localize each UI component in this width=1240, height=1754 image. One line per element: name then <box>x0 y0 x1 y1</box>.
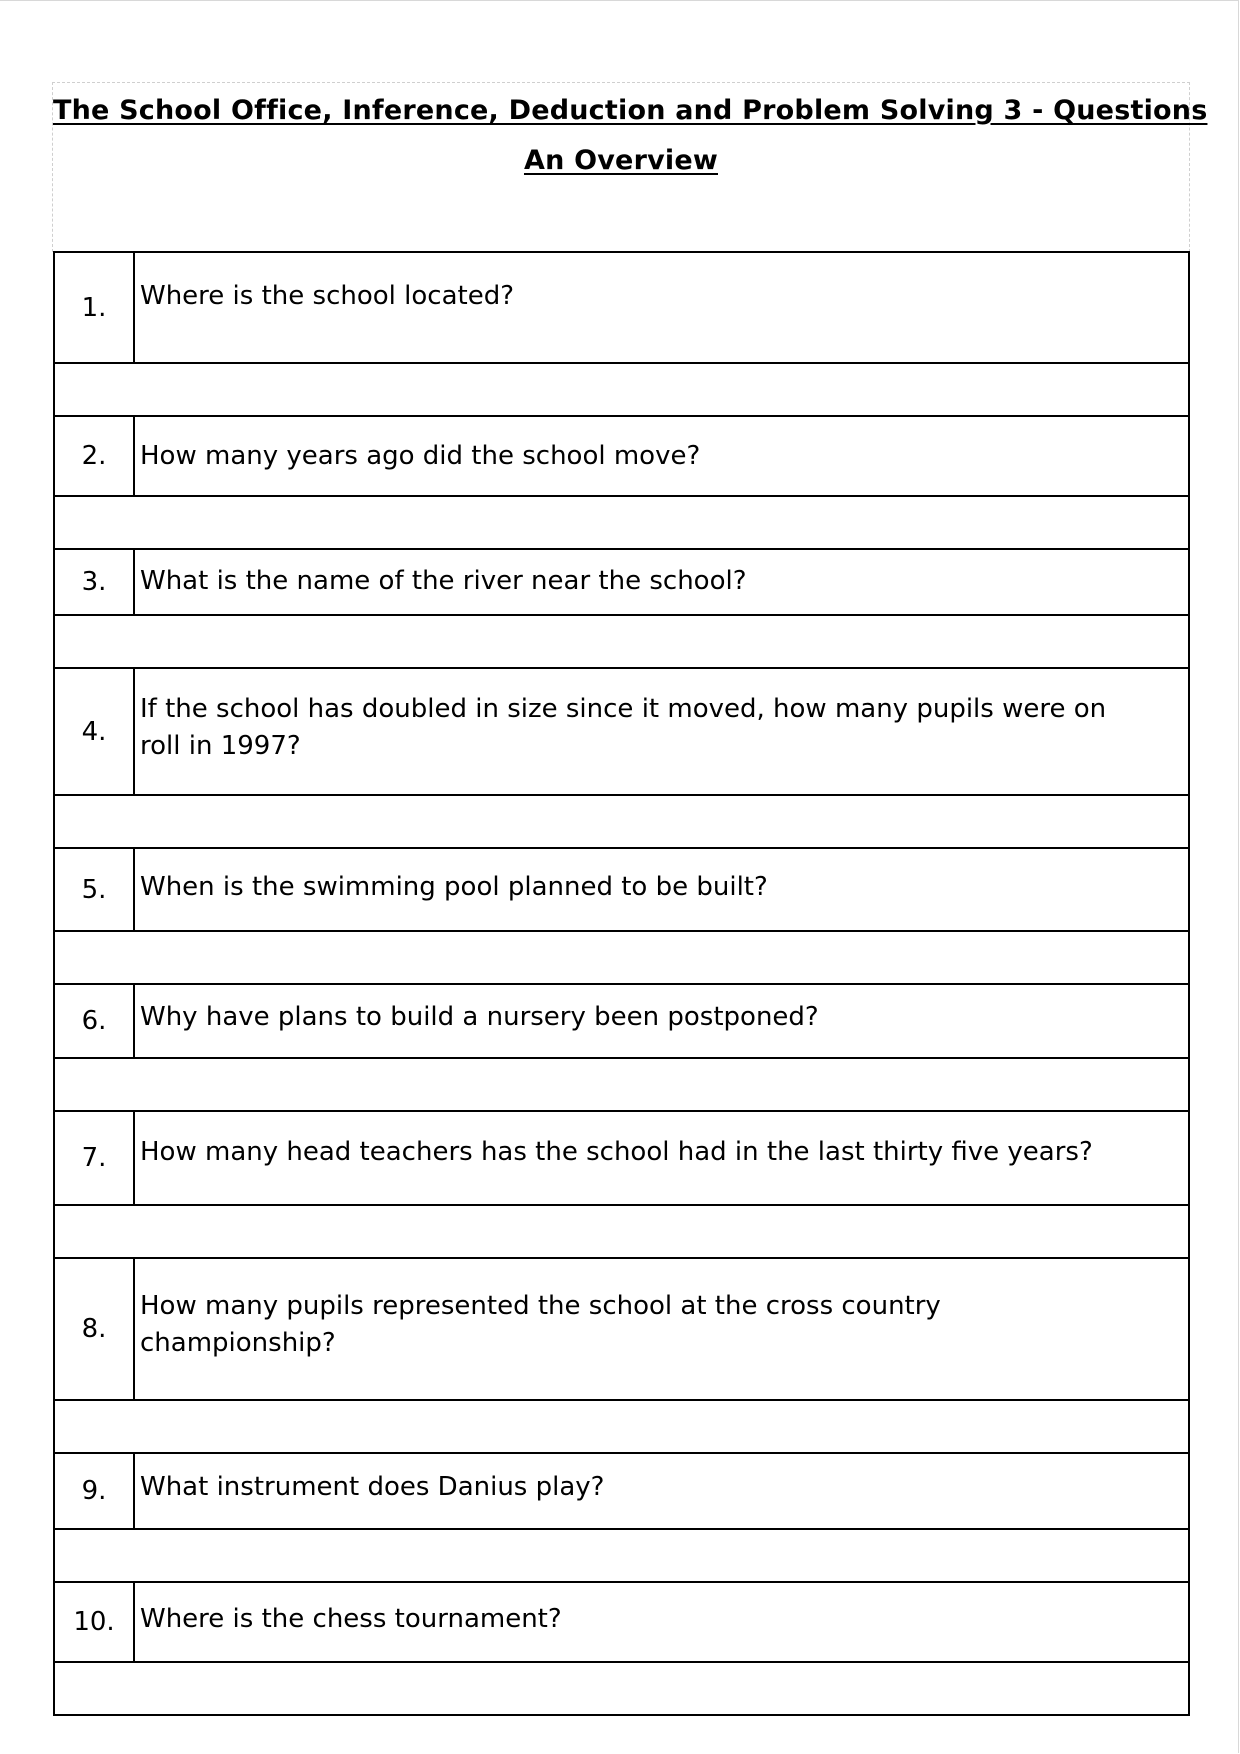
question-text: How many years ago did the school move? <box>140 441 701 471</box>
question-number: 1. <box>55 253 135 362</box>
question-text: What instrument does Danius play? <box>140 1472 605 1502</box>
question-number: 8. <box>55 1259 135 1399</box>
question-row-3 <box>55 550 1188 616</box>
answer-space-3[interactable] <box>55 616 1188 669</box>
answer-space-6[interactable] <box>55 1059 1188 1112</box>
question-row-9 <box>55 1454 1188 1530</box>
questions-table <box>53 251 1190 1716</box>
answer-space-10[interactable] <box>55 1663 1188 1716</box>
question-number: 3. <box>55 550 135 614</box>
answer-space-7[interactable] <box>55 1206 1188 1259</box>
question-row-1 <box>55 253 1188 364</box>
question-number: 2. <box>55 417 135 495</box>
answer-space-5[interactable] <box>55 932 1188 985</box>
question-row-7 <box>55 1112 1188 1206</box>
answer-space-8[interactable] <box>55 1401 1188 1454</box>
question-row-8 <box>55 1259 1188 1401</box>
question-number: 9. <box>55 1454 135 1528</box>
question-row-10 <box>55 1583 1188 1663</box>
answer-space-2[interactable] <box>55 497 1188 550</box>
question-text: Where is the chess tournament? <box>140 1604 562 1634</box>
question-number: 5. <box>55 849 135 930</box>
answer-space-9[interactable] <box>55 1530 1188 1583</box>
document-subtitle: An Overview <box>523 145 718 176</box>
question-text: Where is the school located? <box>140 281 515 311</box>
question-text: How many pupils represented the school at the cross country championship? <box>140 1291 941 1358</box>
question-number: 6. <box>55 985 135 1057</box>
question-text: When is the swimming pool planned to be built? <box>140 872 768 902</box>
answer-space-4[interactable] <box>55 796 1188 849</box>
question-text: If the school has doubled in size since it moved, how many pupils were on roll in 1997? <box>140 694 1107 761</box>
document-header <box>52 82 1208 252</box>
question-number: 4. <box>55 669 135 794</box>
question-text: Why have plans to build a nursery been postponed? <box>140 1002 819 1032</box>
answer-space-1[interactable] <box>55 364 1188 417</box>
document-title: The School Office, Inference, Deduction and Problem Solving 3 - Questions <box>53 95 1208 126</box>
question-text: How many head teachers has the school had in the last thirty five years? <box>140 1137 1093 1167</box>
question-row-2 <box>55 417 1188 497</box>
question-number: 7. <box>55 1112 135 1204</box>
question-row-5 <box>55 849 1188 932</box>
question-number: 10. <box>55 1583 135 1661</box>
question-row-6 <box>55 985 1188 1059</box>
question-row-4 <box>55 669 1188 796</box>
question-text: What is the name of the river near the school? <box>140 566 747 596</box>
